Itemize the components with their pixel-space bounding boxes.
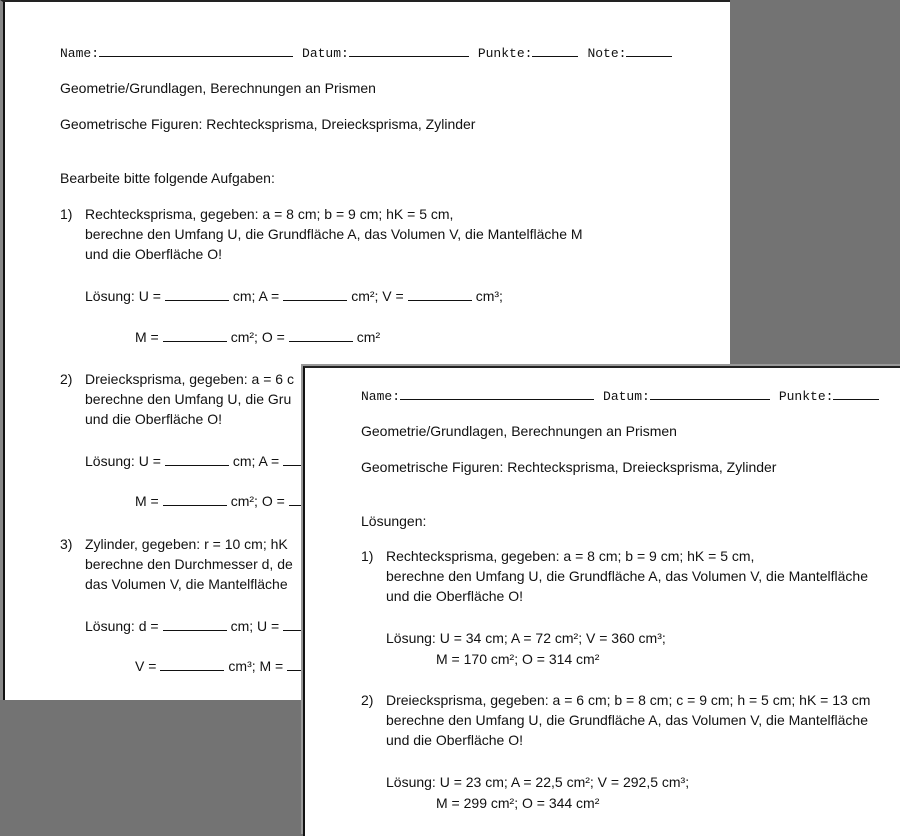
solution-row [85,288,503,304]
points-label: Punkte: [477,46,533,61]
answer-line: M = 170 cm²; O = 314 cm² [436,651,600,667]
instruction: Bearbeite bitte folgende Aufgaben: [60,170,275,186]
points-label: Punkte: [778,389,834,404]
task-line: berechne den Umfang U, die Grundfläche A, das Volumen V, die Mantelfläche [386,568,869,584]
date-label: Datum: [302,46,349,61]
task-line: Dreiecksprisma, gegeben: a = 6 c [85,371,294,387]
answer-blank-v[interactable] [160,658,224,671]
task-line: berechne den Umfang U, die Grundfläche A, das Volumen V, die Mantelfläche M [85,226,583,242]
answer-line: Lösung: U = 34 cm; A = 72 cm²; V = 360 cm³; [386,630,666,646]
date-field[interactable] [349,44,469,57]
name-label: Name: [361,389,401,404]
header-fields [60,44,681,61]
solution-label: M = [135,493,159,509]
header-fields [361,387,888,404]
answer-blank-u[interactable] [165,453,229,466]
points-field[interactable] [532,44,578,57]
task-number: 2) [361,692,374,708]
task-number: 2) [60,371,73,387]
solutions-title: Lösungen: [361,513,427,529]
solution-label: cm²; O = [230,329,285,345]
topics-line: Geometrische Figuren: Rechtecksprisma, Dreiecksprisma, Zylinder [60,116,476,132]
answer-blank-m[interactable] [163,493,227,506]
task-number: 1) [60,206,73,222]
name-label: Name: [60,46,100,61]
solutions-page [303,366,900,836]
task-line: und die Oberfläche O! [386,588,523,604]
answer-blank-v[interactable] [408,288,472,301]
solution-label: cm²; O = [230,493,285,509]
solution-label: cm³; M = [228,658,284,674]
solution-label: cm; U = [230,618,280,634]
solution-row [135,329,380,345]
grade-label: Note: [587,46,627,61]
answer-blank-o[interactable] [289,329,353,342]
task-number: 1) [361,548,374,564]
answer-blank-a[interactable] [283,288,347,301]
task-line: Rechtecksprisma, gegeben: a = 8 cm; b = 9 cm; hK = 5 cm, [85,206,454,222]
subject-title: Geometrie/Grundlagen, Berechnungen an Prismen [361,423,677,439]
task-line: und die Oberfläche O! [85,246,222,262]
points-field[interactable] [833,387,879,400]
solution-label: Lösung: U = [85,453,161,469]
task-line: Rechtecksprisma, gegeben: a = 8 cm; b = 9 cm; hK = 5 cm, [386,548,755,564]
answer-line: Lösung: U = 23 cm; A = 22,5 cm²; V = 292,5 cm³; [386,774,690,790]
task-line: das Volumen V, die Mantelfläche [85,576,288,592]
solution-label: Lösung: d = [85,618,159,634]
task-number: 3) [60,536,73,552]
task-line: berechne den Durchmesser d, de [85,556,293,572]
solution-label: cm²; V = [351,288,404,304]
grade-field[interactable] [626,44,672,57]
solution-label: M = [135,329,159,345]
date-field[interactable] [650,387,770,400]
topics-line: Geometrische Figuren: Rechtecksprisma, Dreiecksprisma, Zylinder [361,459,777,475]
answer-blank-d[interactable] [163,618,227,631]
solution-label: cm³; [475,288,503,304]
name-field[interactable] [400,387,594,400]
solution-label: V = [135,658,157,674]
task-line: Dreiecksprisma, gegeben: a = 6 cm; b = 8 cm; c = 9 cm; h = 5 cm; hK = 13 cm [386,692,871,708]
solution-label: cm; A = [232,453,280,469]
solution-label: cm² [356,329,381,345]
answer-blank-m[interactable] [163,329,227,342]
answer-blank-u[interactable] [165,288,229,301]
task-line: Zylinder, gegeben: r = 10 cm; hK [85,536,288,552]
subject-title: Geometrie/Grundlagen, Berechnungen an Prismen [60,80,376,96]
task-line: berechne den Umfang U, die Grundfläche A, das Volumen V, die Mantelfläche [386,712,869,728]
date-label: Datum: [603,389,650,404]
name-field[interactable] [99,44,293,57]
solution-label: Lösung: U = [85,288,161,304]
task-line: und die Oberfläche O! [85,411,222,427]
task-line: berechne den Umfang U, die Gru [85,391,292,407]
solution-label: cm; A = [232,288,280,304]
task-line: und die Oberfläche O! [386,732,523,748]
answer-line: M = 299 cm²; O = 344 cm² [436,795,600,811]
